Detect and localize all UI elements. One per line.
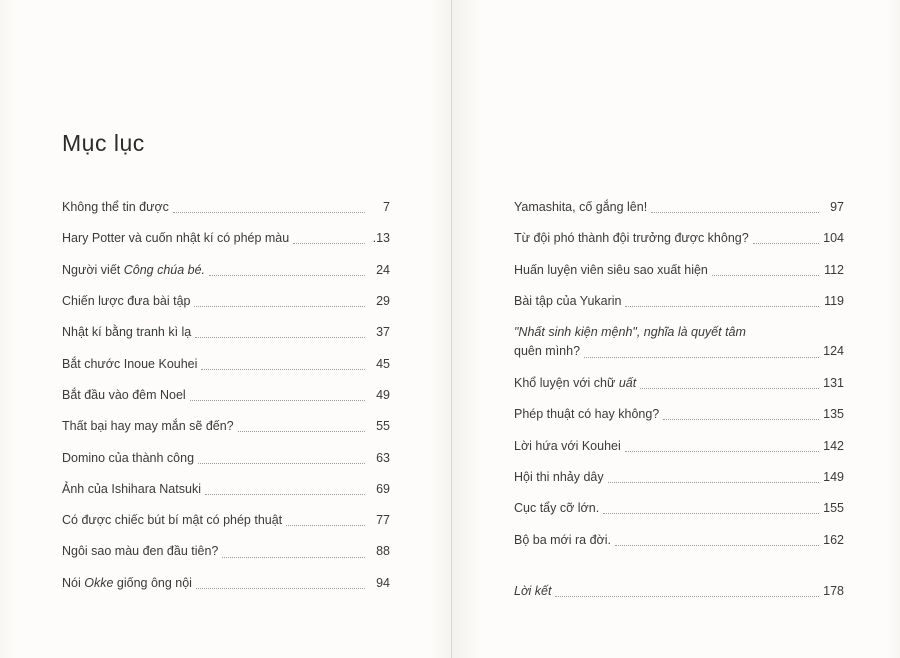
toc-entry-label: Từ đội phó thành đội trưởng được không? [514,231,749,246]
toc-entry-title-italic: Công chúa bé. [123,262,206,277]
leader-dots [201,368,365,370]
toc-entry-page: 88 [376,544,390,559]
toc-entry[interactable] [514,437,844,455]
leader-dots [663,418,819,420]
toc-entry-page: 162 [823,532,844,547]
toc-entry[interactable] [62,198,390,216]
toc-entry-page: 24 [376,262,390,277]
toc-entry-page: 7 [383,200,390,214]
toc-entry[interactable] [514,468,844,486]
toc-entry-title-italic: uất [618,375,637,390]
leader-dots [615,544,819,546]
leader-dots [640,387,819,389]
toc-entry-page: 77 [376,513,390,528]
leader-dots [222,556,365,558]
toc-entry-page: 94 [376,575,390,590]
toc-entry-page: 178 [823,583,844,598]
toc-entry-label: Chiến lược đưa bài tập [62,293,191,308]
toc-entry-label: Người viết Công chúa bé. [62,262,206,277]
toc-entry-label: Yamashita, cố gắng lên! [514,200,648,214]
toc-entry-page: 104 [823,231,844,246]
toc-entry[interactable] [62,417,390,435]
toc-list-right [514,198,844,613]
leader-dots [205,493,365,495]
toc-entry[interactable] [62,511,390,529]
toc-entry-label: Bộ ba mới ra đời. [514,532,611,547]
right-page [452,0,900,658]
toc-entry-page: 29 [376,293,390,308]
toc-entry[interactable] [514,374,844,392]
toc-entry[interactable] [514,323,844,361]
toc-entry-label: Khổ luyện với chữ uất [514,375,637,390]
toc-entry-page: 135 [823,407,844,422]
toc-entry-label: Thất bại hay may mắn sẽ đến? [62,419,234,434]
toc-entry-label: Bắt chước Inoue Kouhei [62,356,198,371]
toc-entry[interactable] [514,198,844,216]
toc-entry[interactable] [62,261,390,279]
leader-dots [238,430,365,432]
toc-entry[interactable] [62,292,390,310]
toc-entry-label: Nhật kí bằng tranh kì lạ [62,325,192,340]
toc-entry-page: 142 [823,438,844,453]
leader-dots [712,274,819,276]
toc-entry[interactable] [62,449,390,467]
toc-entry-page: 55 [376,419,390,434]
toc-entry-label: Cục tẩy cỡ lớn. [514,501,600,516]
leader-dots [603,512,819,514]
leader-dots [198,462,365,464]
toc-entry-label: Nói Okke giống ông nội [62,575,192,590]
leader-dots [555,595,819,597]
toc-entry-page: 124 [823,344,844,358]
toc-entry-label: Ngôi sao màu đen đầu tiên? [62,544,219,559]
toc-entry[interactable] [62,323,390,341]
toc-entry-label-line1: "Nhất sinh kiện mệnh", nghĩa là quyết tâm [514,325,746,340]
toc-entry-page: 49 [376,387,390,402]
toc-list-left [62,198,390,605]
leader-dots [286,524,365,526]
toc-entry[interactable] [62,542,390,560]
toc-entry-page: 131 [823,375,844,390]
toc-entry-label: Huấn luyện viên siêu sao xuất hiện [514,262,708,277]
toc-entry-label: Lời kết [514,583,552,598]
toc-entry[interactable] [514,292,844,310]
leader-dots [625,305,819,307]
leader-dots [625,450,819,452]
leader-dots [584,356,819,358]
leader-dots [194,305,365,307]
leader-dots [608,481,819,483]
leader-dots [753,242,819,244]
toc-entry-page: .13 [372,231,390,246]
leader-dots [293,242,365,244]
toc-entry[interactable] [514,405,844,423]
toc-entry[interactable] [514,229,844,247]
toc-entry-label: Bắt đầu vào đêm Noel [62,387,186,402]
toc-entry[interactable] [514,499,844,517]
leader-dots [651,211,819,213]
page-title: Mục lục [62,130,145,156]
toc-entry-label: Không thể tin được [62,200,169,214]
toc-entry-page: 155 [823,501,844,516]
leader-dots [173,211,365,213]
toc-entry-page: 97 [830,200,844,214]
toc-entry[interactable] [514,261,844,279]
toc-entry-label: Bài tập của Yukarin [514,293,622,308]
toc-entry-title-italic: Okke [84,575,114,590]
toc-entry[interactable] [514,531,844,549]
toc-entry-page: 69 [376,481,390,496]
toc-entry-page: 149 [823,469,844,484]
toc-entry-label: Hary Potter và cuốn nhật kí có phép màu [62,231,290,246]
toc-entry-page: 37 [376,325,390,340]
toc-entry-label: Phép thuật có hay không? [514,407,660,422]
toc-entry[interactable] [62,480,390,498]
leader-dots [209,274,365,276]
toc-entry[interactable] [62,574,390,592]
toc-entry[interactable] [62,355,390,373]
toc-entry[interactable] [514,582,844,600]
toc-entry-label: Lời hứa với Kouhei [514,438,621,453]
toc-entry-label: Ảnh của Ishihara Natsuki [62,481,201,496]
toc-entry-label: Hội thi nhảy dây [514,469,604,484]
toc-entry-label-line2: quên mình? [514,344,581,358]
leader-dots [195,336,365,338]
section-spacer [514,562,844,582]
toc-entry[interactable] [62,229,390,247]
leader-dots [190,399,365,401]
toc-entry[interactable] [62,386,390,404]
toc-entry-label: Có được chiếc bút bí mật có phép thuật [62,513,283,528]
toc-entry-label: Domino của thành công [62,450,195,465]
toc-entry-page: 112 [824,262,844,277]
leader-dots [196,587,365,589]
toc-entry-page: 119 [824,293,844,308]
toc-entry-page: 45 [376,356,390,371]
toc-entry-page: 63 [376,450,390,465]
